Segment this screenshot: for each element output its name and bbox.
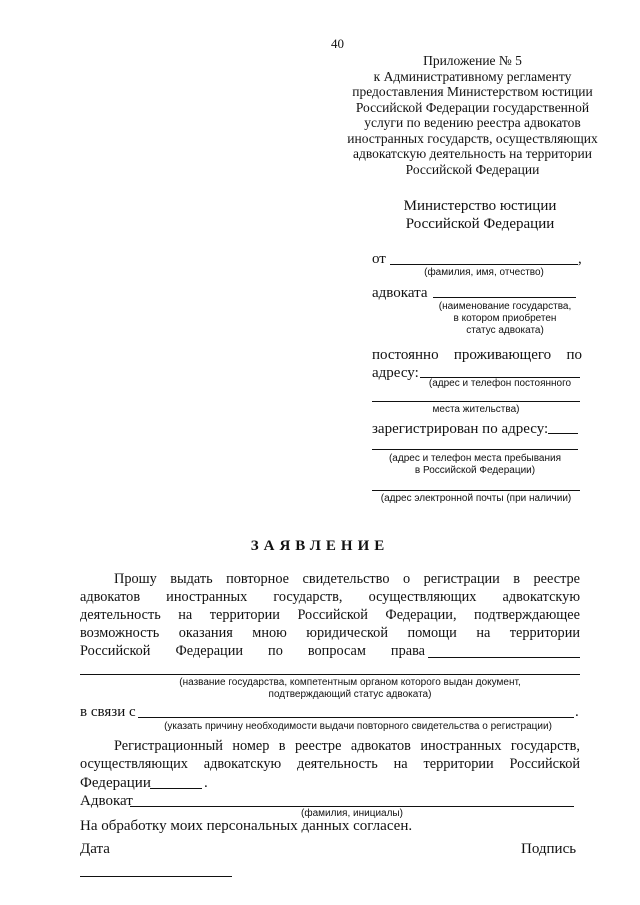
email-field[interactable]: [372, 490, 580, 491]
reason-field[interactable]: [138, 717, 574, 718]
from-comma: ,: [578, 251, 582, 267]
residence-hint-2: места жительства): [432, 404, 520, 415]
request-line: Прошу выдать повторное свидетельство о регистрации в реестре: [114, 571, 580, 587]
recipient-line: Министерство юстиции: [403, 198, 557, 214]
appendix-line: адвокатскую деятельность на территории: [353, 146, 592, 161]
from-label: от: [372, 251, 386, 267]
regnum-line: осуществляющих адвокатскую деятельность на территории Российской: [80, 756, 580, 772]
regnum-end: .: [204, 775, 208, 791]
request-line: возможность оказания мною юридической помощи на территории: [80, 625, 580, 641]
appendix-line: услуги по ведению реестра адвокатов: [364, 115, 581, 130]
request-last-line: Российской Федерации по вопросам права: [80, 643, 425, 659]
from-name-field[interactable]: [390, 264, 578, 265]
reason-hint: (указать причину необходимости выдачи повторного свидетельства о регистрации): [164, 721, 552, 732]
email-hint: (адрес электронной почты (при наличии): [380, 493, 572, 504]
registered-hint-line: (адрес и телефон места пребывания: [388, 453, 562, 464]
registered-field[interactable]: [548, 433, 578, 434]
regnum-line: Регистрационный номер в реестре адвокатов иностранных государств,: [114, 738, 580, 754]
law-field[interactable]: [428, 657, 580, 658]
lawyer-hint-line: (наименование государства,: [438, 301, 572, 312]
statement-title: ЗАЯВЛЕНИЕ: [250, 538, 390, 554]
lawyer-hint-line: статус адвоката): [466, 325, 544, 336]
request-line: адвокатов иностранных государств, осуществляющих адвокатскую: [80, 589, 580, 605]
registered-field-2[interactable]: [372, 449, 578, 450]
country-field[interactable]: [80, 674, 580, 675]
recipient-line: Российской Федерации: [405, 216, 555, 232]
country-hint-line: подтверждающий статус адвоката): [268, 689, 432, 700]
appendix-header: [335, 53, 610, 177]
appendix-line: иностранных государств, осуществляющих: [347, 130, 598, 146]
lawyer-state-field[interactable]: [433, 297, 576, 298]
country-hint-line: (название государства, компетентным органом которого выдан документ,: [179, 677, 521, 688]
residence-field-2[interactable]: [372, 401, 580, 402]
regnum-line: Федерации: [80, 775, 151, 791]
date-label: Дата: [80, 841, 110, 857]
consent-text: На обработку моих персональных данных согласен.: [80, 818, 413, 834]
recipient-block: [380, 197, 580, 233]
registered-label: зарегистрирован по адресу:: [372, 421, 549, 437]
date-field[interactable]: [80, 876, 232, 877]
advocate-name-field[interactable]: [130, 806, 574, 807]
residence-label-2: адресу:: [372, 365, 419, 381]
regnum-field[interactable]: [150, 788, 202, 789]
from-hint: (фамилия, имя, отчество): [424, 267, 544, 278]
country-hint: [120, 677, 580, 701]
appendix-line: Российской Федерации: [405, 161, 540, 177]
registered-hint-line: в Российской Федерации): [414, 465, 536, 476]
advocate-hint: (фамилия, инициалы): [301, 808, 403, 819]
reason-end: .: [575, 704, 579, 720]
reason-label: в связи с: [80, 704, 136, 720]
lawyer-label: адвоката: [372, 285, 428, 301]
appendix-line: предоставления Министерством юстиции: [352, 84, 593, 99]
request-line: деятельность на территории Российской Федерации, подтверждающее: [80, 607, 580, 623]
appendix-line: к Административному регламенту: [373, 68, 572, 84]
registered-hint: [372, 453, 578, 477]
lawyer-hint: [415, 301, 595, 337]
signature-label: Подпись: [521, 841, 577, 857]
residence-label: постоянно проживающего по: [372, 347, 582, 363]
lawyer-hint-line: в котором приобретен: [453, 313, 557, 324]
appendix-line: Российской Федерации государственной: [355, 99, 590, 115]
page-number: 40: [331, 36, 344, 51]
appendix-line: Приложение № 5: [423, 53, 522, 68]
advocate-label: Адвокат: [80, 793, 133, 809]
residence-hint: (адрес и телефон постоянного: [428, 378, 572, 389]
